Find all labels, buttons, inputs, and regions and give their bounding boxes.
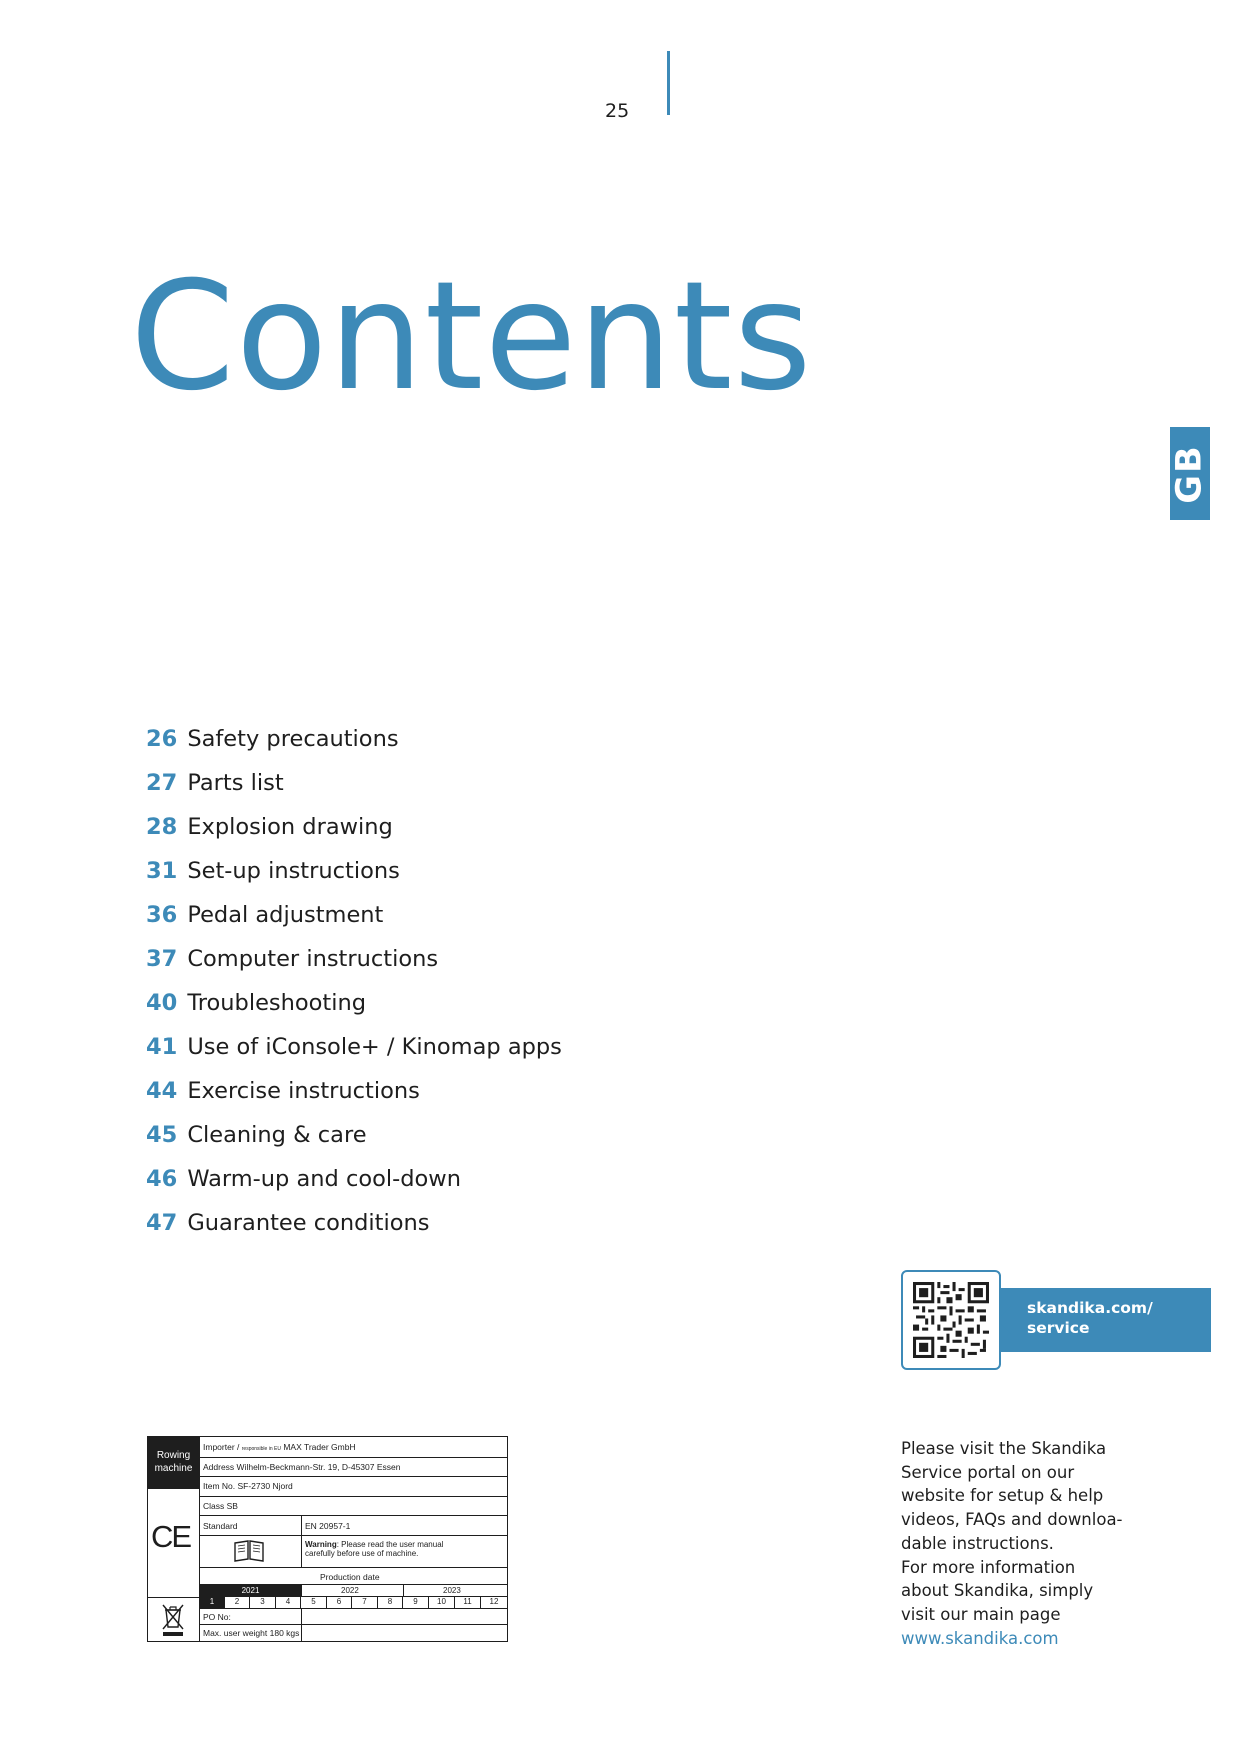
toc-page-number: 41 [146,1034,178,1060]
month-cell: 4 [276,1596,301,1608]
year-2023: 2023 [443,1586,461,1595]
toc-item[interactable] [146,1122,562,1166]
rating-plate [147,1436,508,1642]
importer-label: Importer / responsible in EU MAX Trader GmbH [203,1442,356,1452]
toc-item-title: Use of iConsole+ / Kinomap apps [187,1034,562,1060]
manual-book-icon [233,1539,265,1563]
toc-item[interactable] [146,814,562,858]
toc-item-title: Parts list [187,770,284,796]
service-text-line: website for setup & help [901,1486,1104,1506]
language-tab [1170,427,1210,520]
toc-item[interactable] [146,858,562,902]
service-text-line: dable instructions. [901,1533,1054,1553]
service-text-line: videos, FAQs and downloa- [901,1510,1123,1530]
toc-item[interactable] [146,990,562,1034]
website-link[interactable]: www.skandika.com [901,1628,1059,1648]
class-label: Class SB [203,1501,238,1511]
toc-item[interactable] [146,770,562,814]
service-info-text [901,1437,1191,1650]
page-number: 25 [605,100,630,122]
toc-page-number: 36 [146,902,178,928]
max-user-weight: Max. user weight 180 kgs [203,1628,300,1638]
toc-item[interactable] [146,726,562,770]
toc-item-title: Computer instructions [187,946,439,972]
toc-item-title: Safety precautions [187,726,399,752]
ce-mark-icon: CE [151,1519,191,1554]
machine-type-line2: machine [154,1463,193,1474]
header-rule [667,51,670,115]
toc-item[interactable] [146,1034,562,1078]
toc-item-title: Warm-up and cool-down [187,1166,461,1192]
toc-item-title: Explosion drawing [187,814,393,840]
qr-code-icon [913,1282,989,1358]
month-cell: 6 [327,1596,352,1608]
machine-type-label [148,1437,199,1489]
month-cell: 10 [429,1596,455,1608]
month-cell: 2 [225,1596,250,1608]
standard-value: EN 20957-1 [305,1521,351,1531]
year-2021: 2021 [200,1585,301,1596]
toc-item-title: Guarantee conditions [187,1210,430,1236]
service-url-line2: service [1027,1319,1090,1337]
service-text-line: Service portal on our [901,1462,1075,1482]
year-2022: 2022 [341,1586,359,1595]
toc-item[interactable] [146,1166,562,1210]
toc-page-number: 46 [146,1166,178,1192]
month-cell: 8 [378,1596,403,1608]
weee-bin-icon [160,1603,186,1637]
toc-item-title: Troubleshooting [187,990,367,1016]
month-cell: 7 [352,1596,378,1608]
toc-page-number: 37 [146,946,178,972]
address: Address Wilhelm-Beckmann-Str. 19, D-45307 Essen [203,1462,401,1472]
toc-page-number: 47 [146,1210,178,1236]
toc-item[interactable] [146,1210,562,1254]
service-url[interactable] [1027,1298,1153,1338]
toc-item-title: Pedal adjustment [187,902,384,928]
qr-code[interactable] [901,1270,1001,1370]
service-text-line: visit our main page [901,1604,1061,1624]
production-date-label: Production date [320,1572,380,1582]
toc-page-number: 26 [146,726,178,752]
toc-item-title: Set-up instructions [187,858,400,884]
toc-item[interactable] [146,902,562,946]
page-title: Contents [130,250,813,424]
month-cell: 1 [200,1596,225,1608]
service-text-line: about Skandika, simply [901,1581,1094,1601]
machine-type-line1: Rowing [156,1450,191,1461]
toc-page-number: 44 [146,1078,178,1104]
toc-item[interactable] [146,1078,562,1122]
item-number: Item No. SF-2730 Njord [203,1481,293,1491]
toc-item[interactable] [146,946,562,990]
month-cell: 12 [489,1597,499,1606]
toc-page-number: 45 [146,1122,178,1148]
warning-text: Warning: Please read the user manual carefully before use of machine. [305,1540,444,1558]
toc-page-number: 40 [146,990,178,1016]
table-of-contents [146,726,562,1254]
service-text-line: Please visit the Skandika [901,1439,1107,1458]
month-cell: 3 [250,1596,276,1608]
month-cell: 5 [301,1596,327,1608]
month-cell: 11 [455,1596,481,1608]
po-number: PO No: [203,1612,231,1622]
language-tab-label: GB [1170,443,1210,504]
service-text-line: For more information [901,1557,1076,1577]
toc-page-number: 28 [146,814,178,840]
standard-label: Standard [203,1521,238,1531]
toc-item-title: Cleaning & care [187,1122,367,1148]
toc-item-title: Exercise instructions [187,1078,420,1104]
toc-page-number: 27 [146,770,178,796]
month-cell: 9 [403,1596,429,1608]
toc-page-number: 31 [146,858,178,884]
service-url-line1: skandika.com/ [1027,1299,1153,1317]
